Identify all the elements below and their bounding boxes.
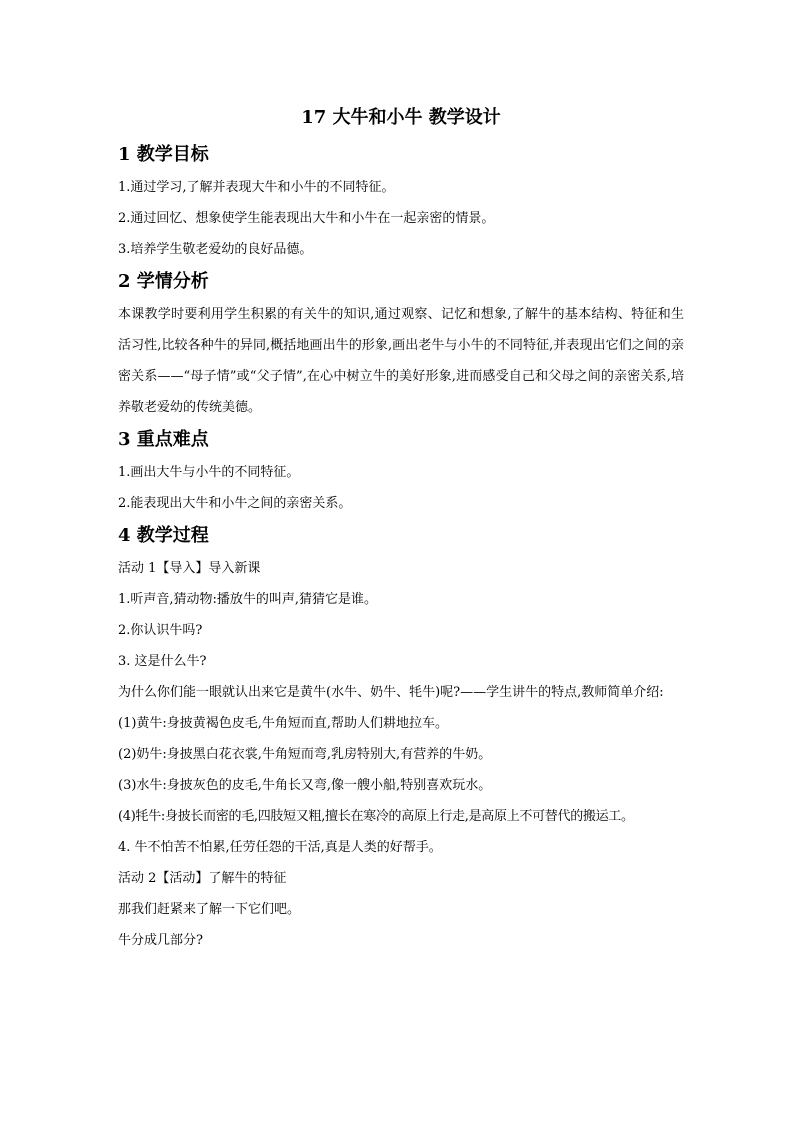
objective-line: 1.通过学习,了解并表现大牛和小牛的不同特征。 [118,180,395,195]
process-line: 那我们赶紧来了解一下它们吧。 [118,902,301,917]
key-point-line: 2.能表现出大牛和小牛之间的亲密关系。 [118,496,352,511]
section-heading-objectives: 1 教学目标 [118,144,209,165]
key-point-line: 1.画出大牛与小牛的不同特征。 [118,465,300,480]
section-heading-key-points: 3 重点难点 [118,429,209,450]
process-line: 牛分成几部分? [118,933,203,948]
cattle-type-line: (1)黄牛:身披黄褐色皮毛,牛角短而直,帮助人们耕地拉车。 [118,716,449,731]
document-page [118,100,684,956]
objective-line: 2.通过回忆、想象使学生能表现出大牛和小牛在一起亲密的情景。 [118,211,495,226]
process-line: 1.听声音,猜动物:播放牛的叫声,猜猜它是谁。 [118,592,378,607]
process-line: 4. 牛不怕苦不怕累,任劳任怨的干活,真是人类的好帮手。 [118,840,442,855]
cattle-type-line: (4)牦牛:身披长而密的毛,四肢短又粗,擅长在寒冷的高原上行走,是高原上不可替代的搬运工。 [118,809,634,824]
objective-line: 3.培养学生敬老爱幼的良好品德。 [118,242,313,257]
document-title: 17 大牛和小牛 教学设计 [301,107,501,128]
cattle-type-line: (2)奶牛:身披黑白花衣裳,牛角短而弯,乳房特别大,有营养的牛奶。 [118,747,492,762]
section-heading-process: 4 教学过程 [118,525,209,546]
analysis-paragraph: 本课教学时要利用学生积累的有关牛的知识,通过观察、记忆和想象,了解牛的基本结构、特征和生活习性,比较各种牛的异同,概括地画出牛的形象,画出老牛与小牛的不同特征,并表现出它们之间的亲密关系——“母子情”或“父子情”,在心中树立牛的美好形象,进而感受自己和父母之间的亲密关系,培养敬老爱幼的传统美德。 [118,307,684,415]
process-line: 3. 这是什么牛? [118,654,207,669]
section-heading-analysis: 2 学情分析 [118,271,209,292]
process-line: 活动 1【导入】导入新课 [118,561,261,576]
cattle-type-line: (3)水牛:身披灰色的皮毛,牛角长又弯,像一艘小船,特别喜欢玩水。 [118,778,492,793]
process-paragraph: 为什么你们能一眼就认出来它是黄牛(水牛、奶牛、牦牛)呢?——学生讲牛的特点,教师简单介绍: [118,685,664,700]
activity-heading-line: 活动 2【活动】了解牛的特征 [118,871,287,886]
process-line: 2.你认识牛吗? [118,623,203,638]
